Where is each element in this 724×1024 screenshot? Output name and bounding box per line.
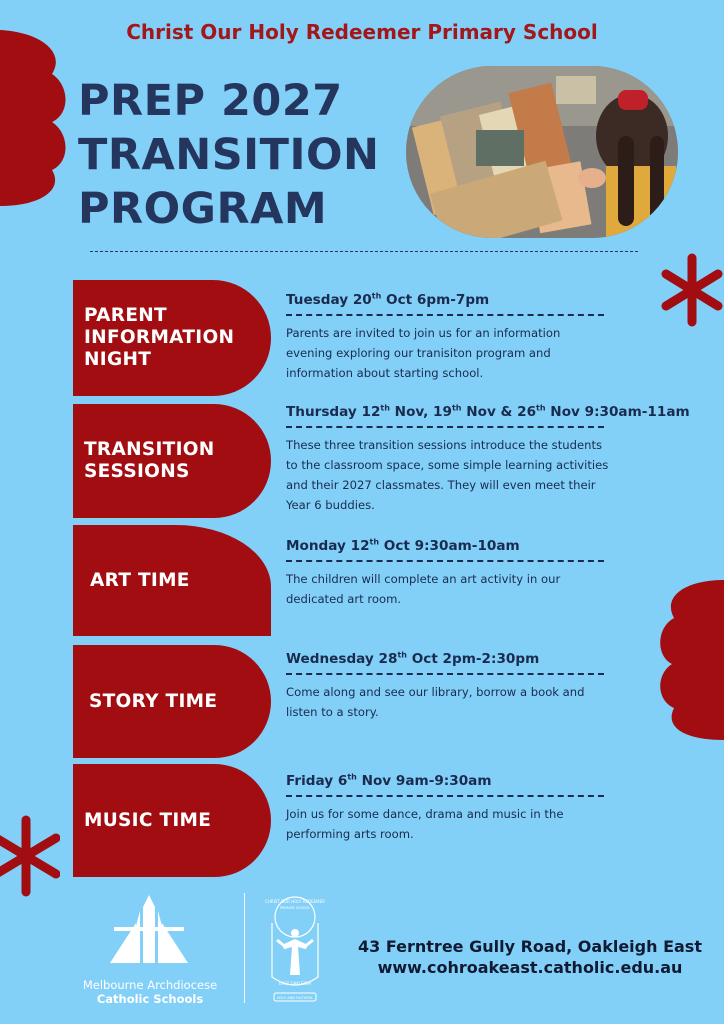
- tab-label: STORY TIME: [89, 690, 218, 712]
- event-dashed-rule: [286, 673, 604, 675]
- event-art-time: [286, 538, 616, 609]
- event-description: Join us for some dance, drama and music in the performing arts room.: [286, 807, 564, 841]
- crest-text-second: PRIMARY SCHOOL: [279, 906, 311, 910]
- tab-parent-information-night: [73, 280, 271, 396]
- event-music-time: [286, 773, 616, 844]
- tab-label: PARENT INFORMATION NIGHT: [84, 305, 235, 370]
- tab-art-time: [73, 525, 271, 636]
- decorative-asterisk-bottom-left: [0, 814, 60, 898]
- archdiocese-line-1: Melbourne Archdiocese: [82, 978, 218, 992]
- tab-label: TRANSITION SESSIONS: [84, 439, 215, 482]
- tab-story-time: [73, 645, 271, 758]
- event-date: Tuesday 20th Oct 6pm-7pm: [286, 291, 490, 308]
- tab-transition-sessions: [73, 404, 271, 518]
- event-description: Parents are invited to join us for an information evening exploring our tranisiton program and information about starting school.: [286, 326, 561, 380]
- event-date: Monday 12th Oct 9:30am-10am: [286, 537, 520, 554]
- tab-label: ART TIME: [90, 569, 190, 591]
- event-description: The children will complete an art activity in our dedicated art room.: [286, 572, 561, 606]
- archdiocese-logo-icon: [106, 893, 192, 965]
- decorative-asterisk-right: [660, 252, 724, 328]
- title-line-3: PROGRAM: [78, 184, 328, 234]
- event-date: Friday 6th Nov 9am-9:30am: [286, 772, 492, 789]
- school-name: Christ Our Holy Redeemer Primary School: [126, 20, 598, 44]
- archdiocese-name: [70, 978, 230, 1006]
- event-dashed-rule: [286, 426, 604, 428]
- school-website: www.cohroakeast.catholic.edu.au: [377, 958, 683, 977]
- archdiocese-line-2: Catholic Schools: [96, 992, 204, 1006]
- footer-vertical-divider: [244, 893, 245, 1003]
- crest-text-location: EAST OAKLEIGH: [279, 981, 311, 986]
- decorative-scallop-right: [656, 580, 724, 740]
- event-parent-information-night: [286, 292, 616, 383]
- school-address: 43 Ferntree Gully Road, Oakleigh East: [358, 937, 702, 956]
- event-dashed-rule: [286, 795, 604, 797]
- library-photo: [406, 66, 678, 238]
- contact-block: [350, 936, 710, 978]
- event-dashed-rule: [286, 560, 604, 562]
- event-date: Thursday 12th Nov, 19th Nov & 26th Nov 9:30am-11am: [286, 403, 690, 420]
- event-date: Wednesday 28th Oct 2pm-2:30pm: [286, 650, 540, 667]
- event-description: Come along and see our library, borrow a book and listen to a story.: [286, 685, 585, 719]
- crest-text-top: CHRIST OUR HOLY REDEEMER: [265, 899, 325, 904]
- school-crest-icon: [262, 893, 328, 1005]
- crest-motto: HOLY AND FAITHFUL: [276, 996, 314, 1000]
- program-title: [78, 74, 408, 236]
- event-story-time: [286, 651, 616, 722]
- event-dashed-rule: [286, 314, 604, 316]
- title-line-2: TRANSITION: [78, 130, 380, 180]
- tab-label: MUSIC TIME: [84, 809, 212, 831]
- decorative-scallop-top-left: [0, 30, 72, 206]
- tab-music-time: [73, 764, 271, 877]
- event-transition-sessions: [286, 403, 690, 515]
- title-line-1: PREP 2027: [78, 76, 343, 126]
- header-dashed-divider: [90, 251, 638, 252]
- event-description: These three transition sessions introduce the students to the classroom space, some simple learning activities and their 2027 classmates. They will even meet their Year 6 buddies.: [286, 438, 609, 512]
